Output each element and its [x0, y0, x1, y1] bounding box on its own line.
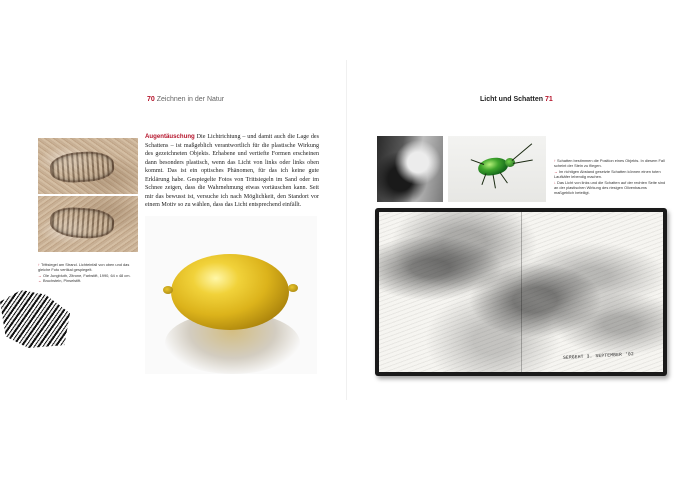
caption-line-2: → Im richtigen Abstand gesetzte Schatten können einen toten Laufkäfer lebendig machen. — [554, 168, 661, 180]
floating-stone-photo — [377, 136, 443, 202]
beetle-photo — [448, 136, 546, 202]
caption-line-3: ↓ Das Licht von links und die Schatten auf der rechten Seite sind an der plastischen Wirkung des riesigen Olivenbaums maßgeblich beteiligt. — [554, 179, 666, 196]
right-page-number: 71 — [544, 96, 553, 103]
left-running-title: Zeichnen in der Natur — [156, 96, 225, 103]
left-caption — [38, 262, 140, 284]
body-paragraph — [145, 133, 319, 210]
left-page — [0, 0, 346, 490]
footprint-photo-mirrored — [38, 196, 138, 252]
stone-brush-sketch — [0, 290, 70, 348]
right-page — [347, 0, 693, 490]
footprint-photo-top — [38, 138, 138, 194]
sketchbook-spine — [521, 212, 522, 372]
left-folio — [147, 96, 224, 103]
sketch-signature: SERGEHT 3. SEPTEMBER '02 — [562, 352, 635, 361]
caption-line-1: ↑ Schatten bestimmen die Position eines Objekts. In diesem Fall scheint der Stein zu fliegen. — [554, 158, 665, 169]
caption-line-2: → Ole Jungbluth, Zitrone, Farbstift, 1990, 64 x 48 cm. — [38, 272, 131, 278]
caption-line-1: ↑ Trittsiegel am Strand. Lichteinfall von oben und das gleiche Foto vertikal gespiegelt. — [38, 262, 130, 273]
paragraph-text: Die Lichtrichtung – und damit auch die Lage des Schattens – ist maßgeblich verantwortlich für die plastische Wirkung des gezeichneten Objekts. Erhabene und vertiefte Formen erscheinen dann besonders plastisch, wenn das Licht von links oder links oben kommt. Das ist ein optisches Phänomen, für das ich keine gute Erklärung habe. Gespiegelte Fotos von Trittsiegeln im Sand oder im Schnee zeigen, dass die Wahrnehmung etwas vortäuschen kann. Seit mir das bewusst ist, versuche ich nach Möglichkeit, den Standort vor einem Motiv so zu wählen, dass das Licht entsprechend einfällt. — [145, 134, 319, 208]
right-caption — [554, 158, 666, 196]
left-page-number: 70 — [147, 96, 155, 103]
caption-line-3: ← Bruchstein, Pinselstift. — [38, 278, 82, 284]
olive-tree-sketchbook — [375, 208, 667, 376]
right-folio — [480, 96, 553, 103]
paragraph-lead: Augentäuschung — [145, 133, 195, 140]
lemon-drawing — [145, 216, 317, 374]
right-running-title: Licht und Schatten — [480, 96, 543, 103]
